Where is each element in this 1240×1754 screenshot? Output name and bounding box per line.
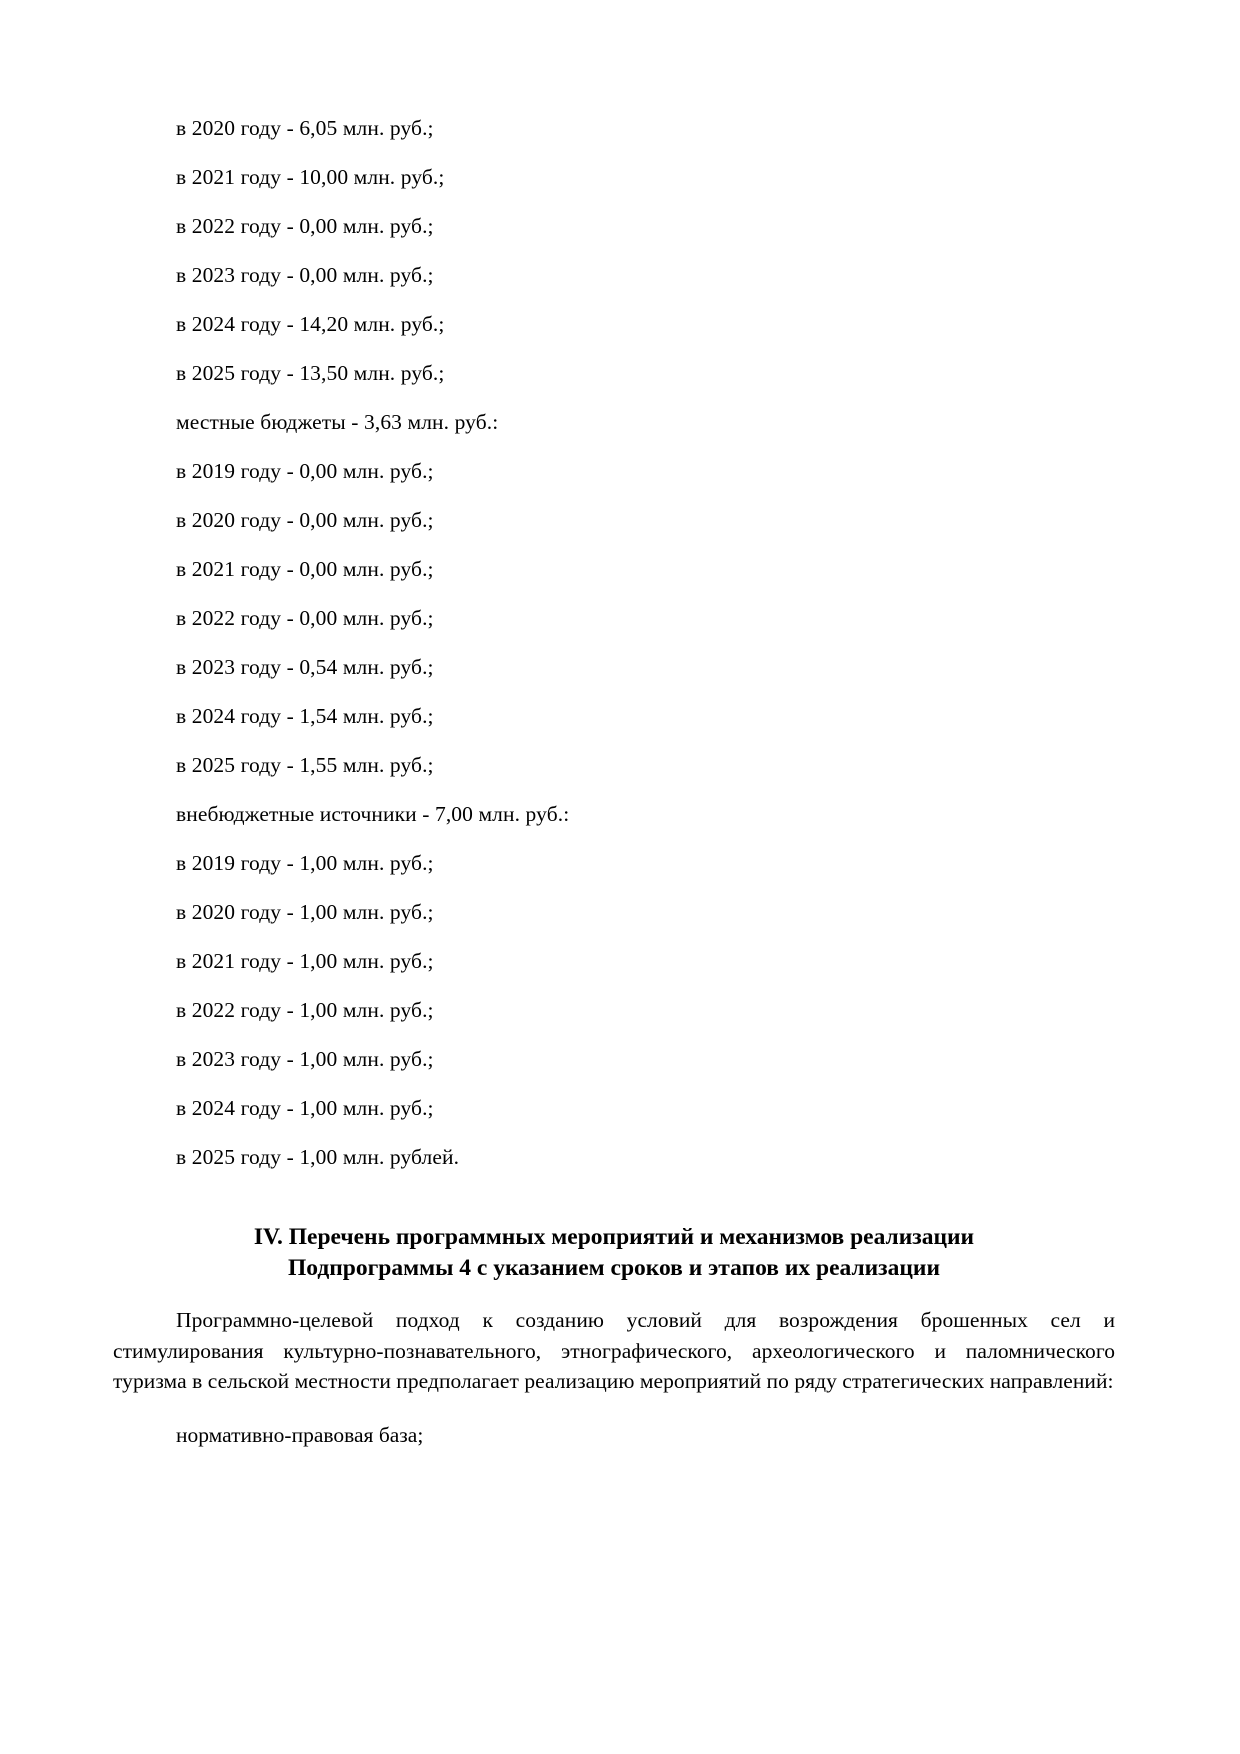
budget-line: в 2022 году - 0,00 млн. руб.; [176,606,434,630]
budget-source-heading: внебюджетные источники - 7,00 млн. руб.: [176,802,570,826]
budget-line: в 2021 году - 1,00 млн. руб.; [176,949,434,973]
budget-line: в 2023 году - 0,00 млн. руб.; [176,263,434,287]
budget-line: в 2019 году - 0,00 млн. руб.; [176,459,434,483]
budget-line: в 2022 году - 0,00 млн. руб.; [176,214,434,238]
budget-line: в 2025 году - 1,00 млн. рублей. [176,1145,460,1169]
budget-line: в 2023 году - 0,54 млн. руб.; [176,655,434,679]
section-heading [113,1222,1115,1284]
budget-line: в 2022 году - 1,00 млн. руб.; [176,998,434,1022]
budget-line: в 2025 году - 1,55 млн. руб.; [176,753,434,777]
budget-source-heading: местные бюджеты - 3,63 млн. руб.: [176,410,499,434]
budget-line: в 2021 году - 0,00 млн. руб.; [176,557,434,581]
budget-line: в 2019 году - 1,00 млн. руб.; [176,851,434,875]
direction-list-item: нормативно-правовая база; [176,1422,424,1447]
budget-line: в 2021 году - 10,00 млн. руб.; [176,165,445,189]
budget-line: в 2020 году - 1,00 млн. руб.; [176,900,434,924]
page-content [113,118,1115,1446]
body-paragraph: Программно-целевой подход к созданию условий для возрождения брошенных сел и стимулирования культурно-познавательного, этнографического, археологического и паломнического туризма в сельской местности предполагает реализацию мероприятий по ряду стратегических направлений: [113,1308,1115,1393]
budget-line: в 2023 году - 1,00 млн. руб.; [176,1047,434,1071]
budget-line: в 2024 году - 1,00 млн. руб.; [176,1096,434,1120]
budget-line: в 2024 году - 1,54 млн. руб.; [176,704,434,728]
budget-line: в 2024 году - 14,20 млн. руб.; [176,312,445,336]
budget-figures-list [113,118,1115,1196]
budget-line: в 2020 году - 0,00 млн. руб.; [176,508,434,532]
section-heading-line-1: IV. Перечень программных мероприятий и механизмов реализации [253,1224,975,1250]
budget-line: в 2020 году - 6,05 млн. руб.; [176,116,434,140]
budget-line: в 2025 году - 13,50 млн. руб.; [176,361,445,385]
section-heading-line-2: Подпрограммы 4 с указанием сроков и этапов их реализации [287,1255,940,1281]
